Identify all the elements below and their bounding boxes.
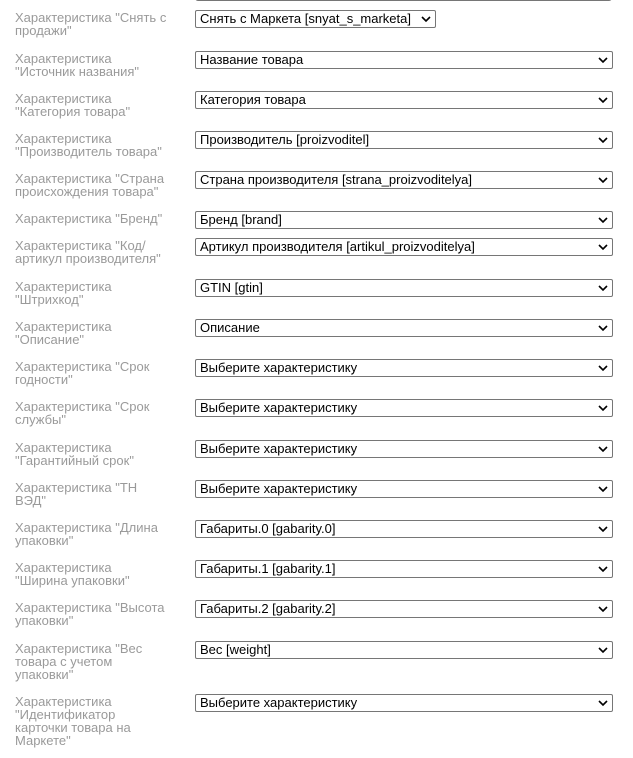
select-value: Страна производителя [strana_proizvoditelya]	[200, 172, 473, 187]
label-shirina-upakovki: Характеристика "Ширина упаковки"	[15, 560, 130, 588]
select-value: Выберите характеристику	[200, 441, 358, 456]
chevron-down-icon	[598, 284, 608, 292]
select-brend[interactable]	[195, 211, 613, 229]
select-value: Категория товара	[200, 92, 306, 107]
label-strana-proiskhozhdeniya: Характеристика "Страна происхождения товара"	[15, 171, 165, 199]
select-opisanie[interactable]	[195, 319, 613, 337]
select-value: Производитель [proizvoditel]	[200, 132, 370, 147]
label-brend: Характеристика "Бренд"	[15, 211, 163, 226]
select-kategoriya-tovara[interactable]	[195, 91, 613, 109]
chevron-down-icon	[598, 646, 608, 654]
chevron-down-icon	[598, 404, 608, 412]
select-tn-ved[interactable]	[195, 480, 613, 498]
select-value: Бренд [brand]	[200, 212, 282, 227]
select-value: Описание	[200, 320, 260, 335]
select-value: Выберите характеристику	[200, 695, 358, 710]
label-snyat-s-prodazhi: Характеристика "Снять с продажи"	[15, 10, 167, 38]
label-istochnik-nazvaniya: Характеристика "Источник названия"	[15, 51, 140, 79]
select-value: Артикул производителя [artikul_proizvoditelya]	[200, 239, 475, 254]
chevron-down-icon	[598, 364, 608, 372]
chevron-down-icon	[598, 216, 608, 224]
select-kod-artikul[interactable]	[195, 238, 613, 256]
label-kod-artikul: Характеристика "Код/ артикул производителя"	[15, 238, 161, 266]
select-strana-proiskhozhdeniya[interactable]	[195, 171, 613, 189]
select-identifikator-kartochki[interactable]	[195, 694, 613, 712]
chevron-down-icon	[598, 56, 608, 64]
select-value: Снять с Маркета [snyat_s_marketa]	[200, 11, 411, 26]
label-opisanie: Характеристика "Описание"	[15, 319, 112, 347]
select-ves-tovara[interactable]	[195, 641, 613, 659]
label-proizvoditel-tovara: Характеристика "Производитель товара"	[15, 131, 162, 159]
select-garantiynyy-srok[interactable]	[195, 440, 613, 458]
select-srok-godnosti[interactable]	[195, 359, 613, 377]
label-ves-tovara: Характеристика "Вес товара с учетом упаковки"	[15, 641, 143, 682]
select-value: GTIN [gtin]	[200, 280, 263, 295]
select-srok-sluzhby[interactable]	[195, 399, 613, 417]
select-value: Выберите характеристику	[200, 481, 358, 496]
chevron-down-icon	[598, 565, 608, 573]
select-value: Вес [weight]	[200, 642, 271, 657]
chevron-down-icon	[598, 485, 608, 493]
select-value: Выберите характеристику	[200, 400, 358, 415]
select-value: Габариты.0 [gabarity.0]	[200, 521, 336, 536]
chevron-down-icon	[598, 699, 608, 707]
select-value: Габариты.2 [gabarity.2]	[200, 601, 336, 616]
chevron-down-icon	[598, 445, 608, 453]
label-shtrikhkod: Характеристика "Штрихкод"	[15, 279, 112, 307]
chevron-down-icon	[598, 605, 608, 613]
select-snyat-s-prodazhi[interactable]	[195, 10, 436, 28]
label-garantiynyy-srok: Характеристика "Гарантийный срок"	[15, 440, 134, 468]
select-shirina-upakovki[interactable]	[195, 560, 613, 578]
chevron-down-icon	[598, 136, 608, 144]
chevron-down-icon	[598, 525, 608, 533]
select-dlina-upakovki[interactable]	[195, 520, 613, 538]
label-vysota-upakovki: Характеристика "Высота упаковки"	[15, 600, 165, 628]
label-kategoriya-tovara: Характеристика "Категория товара"	[15, 91, 131, 119]
label-identifikator-kartochki: Характеристика "Идентификатор карточки товара на Маркете"	[15, 694, 131, 748]
chevron-down-icon	[598, 96, 608, 104]
chevron-down-icon	[421, 15, 431, 23]
chevron-down-icon	[598, 243, 608, 251]
select-value: Название товара	[200, 52, 304, 67]
label-dlina-upakovki: Характеристика "Длина упаковки"	[15, 520, 158, 548]
select-value: Габариты.1 [gabarity.1]	[200, 561, 336, 576]
chevron-down-icon	[598, 176, 608, 184]
select-value: Выберите характеристику	[200, 360, 358, 375]
select-shtrikhkod[interactable]	[195, 279, 613, 297]
label-tn-ved: Характеристика "ТН ВЭД"	[15, 480, 138, 508]
chevron-down-icon	[598, 324, 608, 332]
select-vysota-upakovki[interactable]	[195, 600, 613, 618]
select-istochnik-nazvaniya[interactable]	[195, 51, 613, 69]
label-srok-godnosti: Характеристика "Срок годности"	[15, 359, 150, 387]
select-partial-top[interactable]	[195, 0, 612, 1]
label-srok-sluzhby: Характеристика "Срок службы"	[15, 399, 150, 427]
select-proizvoditel-tovara[interactable]	[195, 131, 613, 149]
